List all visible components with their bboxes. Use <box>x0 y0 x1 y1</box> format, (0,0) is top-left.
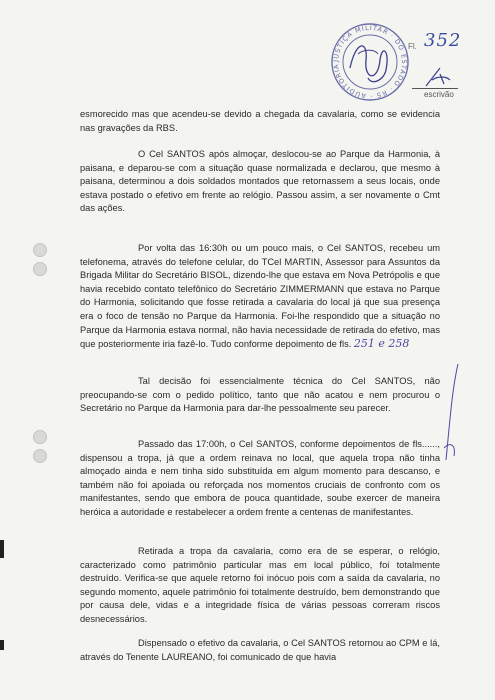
handwritten-fls-reference: 251 e 258 <box>353 337 410 351</box>
paragraph-text: O Cel SANTOS após almoçar, deslocou-se ao Parque da Harmonia, à paisana, e deparou-se com a situação quase normalizada e declarou, que mesmo à paisana, determinou a dois soldados montados que retornassem a seus locais, onde estava postado o efetivo em frente ao relógio. Passou assim, a ser novamente o Cmt das ações. <box>80 149 440 214</box>
margin-annotation-mark <box>436 360 466 470</box>
punch-hole <box>33 262 47 276</box>
binding-strip <box>0 640 4 650</box>
punch-hole <box>33 243 47 257</box>
paragraph-5 <box>80 438 440 520</box>
paragraph-text: Dispensado o efetivo da cavalaria, o Cel SANTOS retornou ao CPM e lá, através do Tenente LAUREANO, foi comunicado de que havia <box>80 638 440 662</box>
punch-hole <box>33 449 47 463</box>
folio-number: 352 <box>424 30 462 51</box>
paragraph-text: esmorecido mas que acendeu-se devido a chegada da cavalaria, como se evidencia nas gravações da RBS. <box>80 109 440 133</box>
escrivao-label: escrivão <box>424 90 454 99</box>
paragraph-4 <box>80 375 440 416</box>
paragraph-6 <box>80 545 440 627</box>
paragraph-text: Por volta das 16:30h ou um pouco mais, o Cel SANTOS, recebeu um telefonema, através do telefone celular, do TCel MARTIN, Assessor para Assuntos da Brigada Militar do Secretário BISOL, dizendo-lhe que estava em Nova Petrópolis e que havia recebido contato telefônico do Secretário ZIMMERMANN que estava no Parque do Harmonia, solicitando que fosse retirada a cavalaria do local já que sua presença era o foco de tensão no Parque da Harmonia. Foi-lhe respondido que a situação no Parque da Harmonia estava normal, não havia necessidade de retirada do efetivo, mas que posteriormente iria fazê-lo. Tudo conforme depoimento de fls. <box>80 243 440 350</box>
paragraph-1 <box>80 108 440 135</box>
paragraph-text: Retirada a tropa da cavalaria, como era de se esperar, o relógio, caracterizado como patrimônio particular mas em local público, foi totalmente destruído. Verifica-se que aquele retorno foi inócuo pois com a saída da cavalaria, no segundo momento, aquele patrimônio foi totalmente destruído, bem demonstrando que por causa dele, vidas e a integridade física de várias pessoas correram riscos desnecessários. <box>80 546 440 624</box>
escrivao-signature <box>420 64 460 90</box>
court-seal-stamp <box>328 20 412 104</box>
escrivao-signature-line <box>412 88 458 89</box>
paragraph-2 <box>80 148 440 216</box>
svg-text:JUSTIÇA MILITAR · DO ESTADO ·: JUSTIÇA MILITAR · DO ESTADO · RS · AUDITORIA <box>331 23 409 101</box>
paragraph-text: Tal decisão foi essencialmente técnica do Cel SANTOS, não preocupando-se com o pedido político, tanto que não acatou e nem procurou o Secretário no Parque da Harmonia para dar-lhe pessoalmente seu parecer. <box>80 376 440 414</box>
paragraph-7 <box>80 637 440 664</box>
paragraph-3 <box>80 242 440 352</box>
binding-strip <box>0 540 4 558</box>
paragraph-text: Passado das 17:00h, o Cel SANTOS, conforme depoimentos de fls......, dispensou a tropa, já que a ordem reinava no local, que aquela tropa não tinha almoçado ainda e nem tinha sido substituída em algum momento para descanso, e também não foi apoiada ou reforçada nos momentos cruciais de confronto com os manifestantes, sendo que embora de pouca quantidade, soube exercer de maneira heróica a autoridade e restabelecer a ordem frente a centenas de manifestantes. <box>80 439 440 517</box>
punch-hole <box>33 430 47 444</box>
folio-label: Fl. <box>408 42 417 51</box>
